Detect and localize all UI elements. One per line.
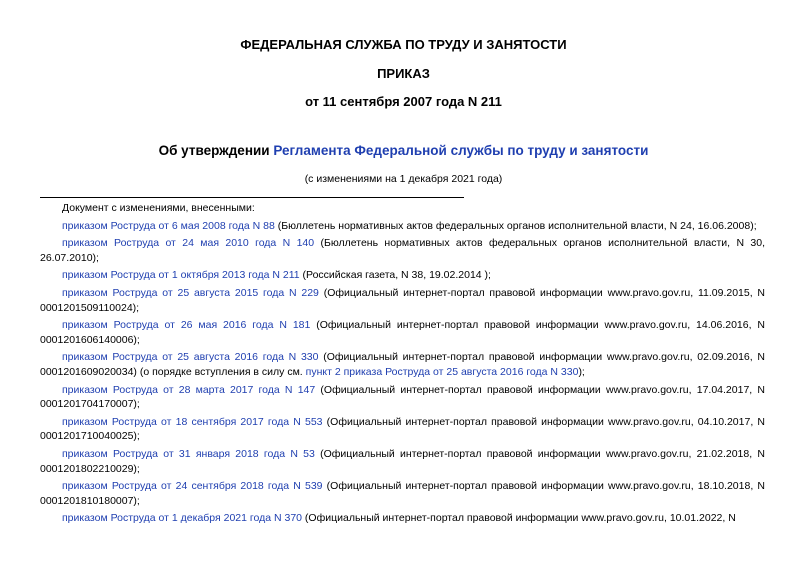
change-source: (Российская газета, N 38, 19.02.2014 ); [299, 269, 491, 282]
change-item [40, 415, 765, 444]
change-source: (Официальный интернет-портал правовой информации www.pravo.gov.ru, 21.02.2018, N 0001201802210029); [40, 447, 765, 475]
doc-date-number: от 11 сентября 2007 года N 211 [305, 94, 502, 109]
revision-note: (с изменениями на 1 декабря 2021 года) [304, 173, 503, 185]
change-source: (Официальный интернет-портал правовой информации www.pravo.gov.ru, 10.01.2022, N [302, 512, 736, 525]
change-link[interactable]: приказом Роструда от 24 мая 2010 года N 140 [62, 237, 315, 250]
change-source: (Официальный интернет-портал правовой информации www.pravo.gov.ru, 11.09.2015, N 0001201509110024); [40, 286, 765, 314]
doc-title [0, 142, 807, 159]
change-link[interactable]: приказом Роструда от 25 августа 2016 года N 330 [62, 351, 319, 364]
change-item [40, 286, 765, 315]
change-source: (Официальный интернет-портал правовой информации www.pravo.gov.ru, 17.04.2017, N 0001201704170007); [40, 383, 765, 411]
change-source: (Бюллетень нормативных актов федеральных органов исполнительной власти, N 24, 16.06.2008); [274, 219, 757, 232]
change-item [40, 383, 765, 412]
title-prefix: Об утверждении [158, 143, 274, 158]
change-source-tail: ); [578, 365, 585, 378]
change-item [40, 350, 765, 379]
change-source: (Бюллетень нормативных актов федеральных органов исполнительной власти, N 30, 26.07.2010); [40, 237, 765, 264]
change-link[interactable]: приказом Роструда от 1 октября 2013 года N 211 [62, 269, 300, 282]
change-item [40, 511, 765, 526]
change-source: (Официальный интернет-портал правовой информации www.pravo.gov.ru, 18.10.2018, N 0001201810180007); [40, 480, 765, 507]
change-item [40, 479, 765, 508]
change-link[interactable]: приказом Роструда от 6 мая 2008 года N 88 [62, 219, 275, 232]
change-item [40, 236, 765, 265]
change-link[interactable]: приказом Роструда от 25 августа 2015 года N 229 [62, 286, 319, 299]
change-item [40, 318, 765, 347]
change-link[interactable]: приказом Роструда от 31 января 2018 года N 53 [62, 447, 315, 460]
header-divider [40, 197, 464, 198]
title-regulation-link[interactable]: Регламента Федеральной службы по труду и занятости [273, 143, 649, 158]
changes-list [40, 201, 765, 529]
change-source: (Официальный интернет-портал правовой информации www.pravo.gov.ru, 02.09.2016, N 0001201609020034) (о порядке вступления в силу см. [40, 351, 766, 378]
effective-date-link[interactable]: пункт 2 приказа Роструда от 25 августа 2016 года N 330 [305, 365, 579, 378]
change-link[interactable]: приказом Роструда от 24 сентября 2018 года N 539 [62, 480, 323, 493]
change-link[interactable]: приказом Роструда от 28 марта 2017 года N 147 [62, 383, 316, 396]
change-link[interactable]: приказом Роструда от 26 мая 2016 года N 181 [62, 319, 311, 332]
change-link[interactable]: приказом Роструда от 1 декабря 2021 года N 370 [62, 512, 303, 525]
org-name: ФЕДЕРАЛЬНАЯ СЛУЖБА ПО ТРУДУ И ЗАНЯТОСТИ [240, 37, 567, 52]
doc-type: ПРИКАЗ [377, 66, 430, 81]
changes-intro: Документ с изменениями, внесенными: [62, 202, 255, 214]
change-source: (Официальный интернет-портал правовой информации www.pravo.gov.ru, 14.06.2016, N 0001201606140006); [40, 319, 765, 346]
change-item [40, 219, 765, 234]
change-source: (Официальный интернет-портал правовой информации www.pravo.gov.ru, 04.10.2017, N 0001201710040025); [40, 415, 765, 443]
change-item [40, 447, 765, 476]
change-link[interactable]: приказом Роструда от 18 сентября 2017 года N 553 [62, 415, 323, 428]
change-item [40, 268, 765, 283]
